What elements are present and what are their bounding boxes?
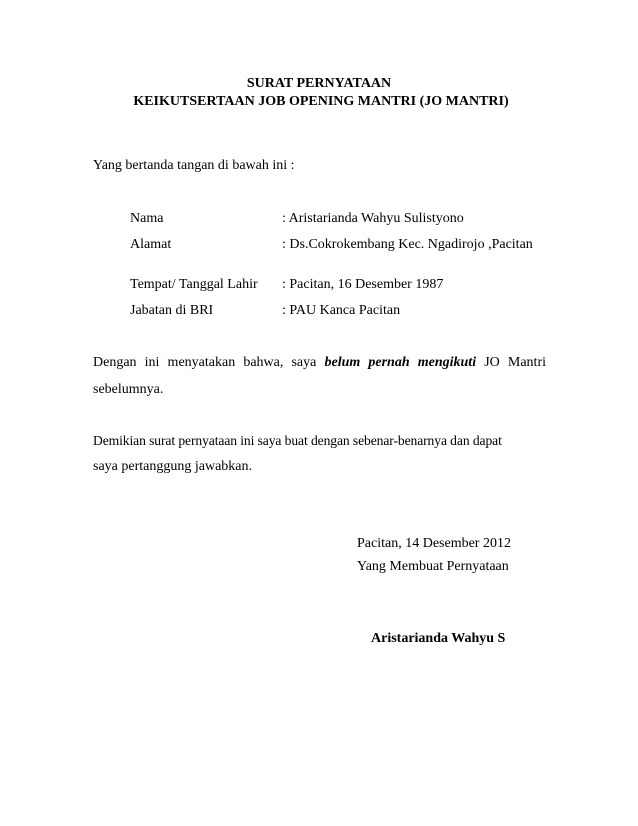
- field-value-nama: : Aristarianda Wahyu Sulistyono: [282, 211, 464, 226]
- field-value-alamat: : Ds.Cokrokembang Kec. Ngadirojo ,Pacitan: [282, 237, 533, 252]
- field-label-alamat: Alamat: [130, 237, 172, 252]
- statement-line-1: [93, 355, 546, 371]
- intro-text: Yang bertanda tangan di bawah ini :: [93, 158, 295, 173]
- closing-line-1: Demikian surat pernyataan ini saya buat dengan sebenar-benarnya dan dapat: [93, 433, 502, 448]
- field-label-nama: Nama: [130, 211, 164, 226]
- field-value-ttl: : Pacitan, 16 Desember 1987: [282, 277, 444, 292]
- field-label-ttl: Tempat/ Tanggal Lahir: [130, 277, 258, 292]
- signature-name: Aristarianda Wahyu S: [371, 631, 506, 646]
- statement-suffix: JO Mantri: [484, 355, 547, 370]
- statement-prefix: Dengan ini menyatakan bahwa, saya: [93, 355, 317, 370]
- field-label-jabatan: Jabatan di BRI: [130, 303, 214, 318]
- signature-role: Yang Membuat Pernyataan: [357, 559, 509, 574]
- signature-place-date: Pacitan, 14 Desember 2012: [357, 536, 511, 551]
- statement-line-2: sebelumnya.: [93, 382, 164, 397]
- letter-title: SURAT PERNYATAAN: [246, 76, 392, 91]
- letter-subtitle: KEIKUTSERTAAN JOB OPENING MANTRI (JO MANTRI): [133, 94, 509, 109]
- statement-emphasis: belum pernah mengikuti: [324, 355, 477, 370]
- closing-line-2: saya pertanggung jawabkan.: [93, 459, 252, 474]
- field-value-jabatan: : PAU Kanca Pacitan: [282, 303, 401, 318]
